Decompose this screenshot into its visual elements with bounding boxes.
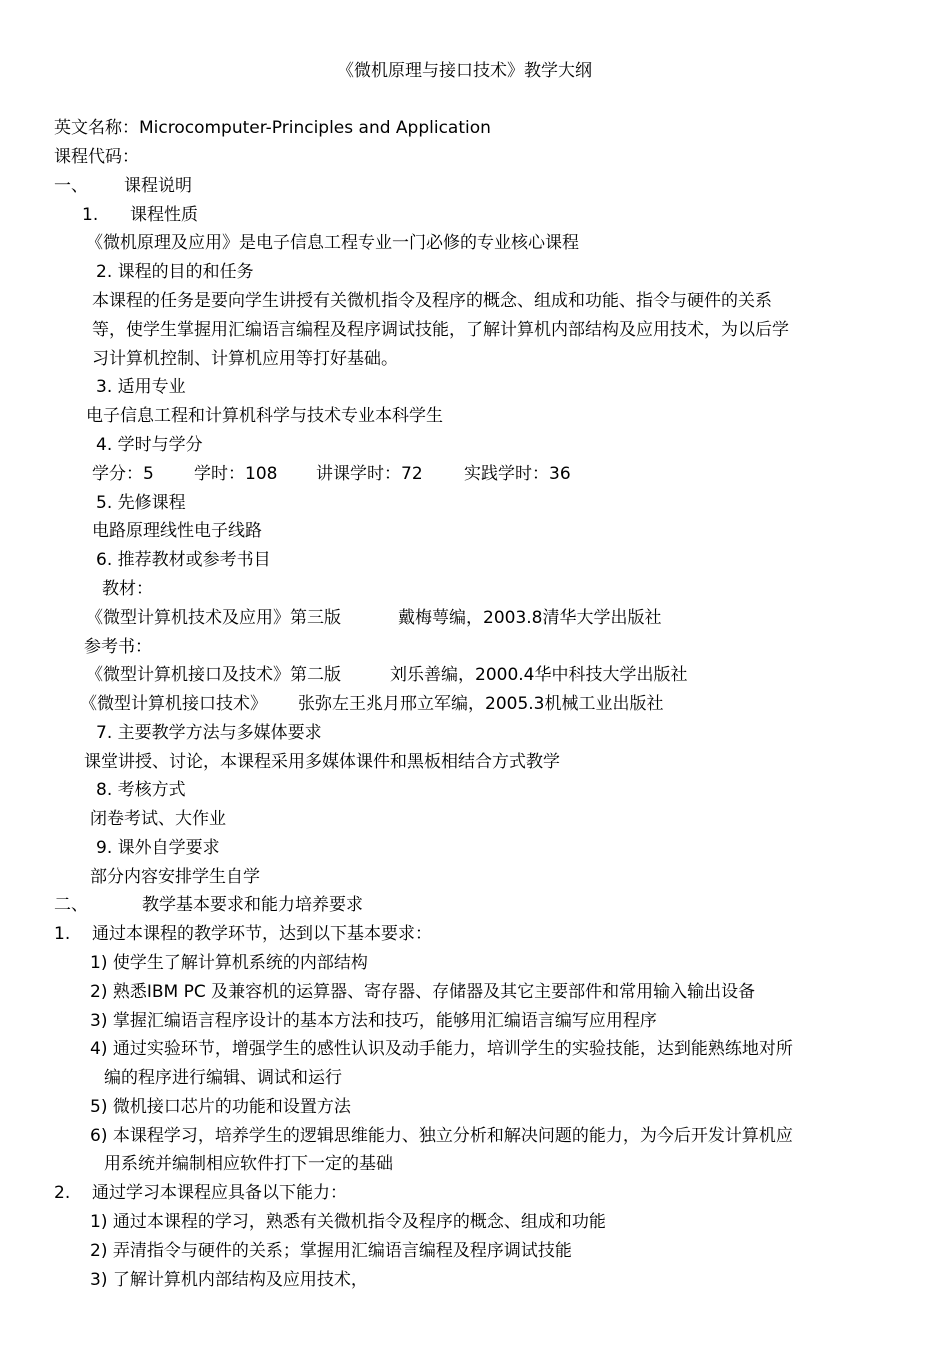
requirement-item: 5) 微机接口芯片的功能和设置方法 xyxy=(90,1097,351,1117)
item-1-body: 《微机原理及应用》是电子信息工程专业一门必修的专业核心课程 xyxy=(86,233,579,253)
item-6-title: 6. 推荐教材或参考书目 xyxy=(96,550,271,570)
item-8-body: 闭卷考试、大作业 xyxy=(90,809,226,829)
requirement-item: 3) 掌握汇编语言程序设计的基本方法和技巧，能够用汇编语言编写应用程序 xyxy=(90,1011,657,1031)
reference-2-name: 《微型计算机接口技术》 xyxy=(80,694,267,714)
item-2-body-line: 本课程的任务是要向学生讲授有关微机指令及程序的概念、组成和功能、指令与硬件的关系 xyxy=(92,291,772,311)
course-code: 课程代码： xyxy=(54,147,139,167)
part-1-number: 1. xyxy=(54,924,71,944)
requirement-item-continued: 编的程序进行编辑、调试和运行 xyxy=(104,1068,342,1088)
section-2-number: 二、 xyxy=(54,895,88,915)
part-1-title: 通过本课程的教学环节，达到以下基本要求： xyxy=(92,924,432,944)
section-1-number: 一、 xyxy=(54,176,88,196)
item-5-body: 电路原理线性电子线路 xyxy=(92,521,262,541)
credits: 学分：5 xyxy=(92,464,154,484)
ability-item: 3) 了解计算机内部结构及应用技术， xyxy=(90,1270,368,1290)
item-2-body-line: 等，使学生掌握用汇编语言编程及程序调试技能，了解计算机内部结构及应用技术，为以后学 xyxy=(92,320,789,340)
requirement-item: 6) 本课程学习，培养学生的逻辑思维能力、独立分析和解决问题的能力，为今后开发计算机应 xyxy=(90,1126,793,1146)
section-1-title: 课程说明 xyxy=(124,176,192,196)
requirement-item: 4) 通过实验环节，增强学生的感性认识及动手能力，培训学生的实验技能，达到能熟练地对所 xyxy=(90,1039,793,1059)
section-2-title: 教学基本要求和能力培养要求 xyxy=(142,895,363,915)
item-9-body: 部分内容安排学生自学 xyxy=(90,867,260,887)
requirement-item-continued: 用系统并编制相应软件打下一定的基础 xyxy=(104,1154,393,1174)
reference-1-name: 《微型计算机接口及技术》第二版 xyxy=(86,665,341,685)
item-4-title: 4. 学时与学分 xyxy=(96,435,203,455)
item-1-title: 课程性质 xyxy=(130,205,198,225)
reference-label: 参考书： xyxy=(84,637,152,657)
textbook-label: 教材： xyxy=(102,579,153,599)
part-2-title: 通过学习本课程应具备以下能力： xyxy=(92,1183,347,1203)
document-title: 《微机原理与接口技术》教学大纲 xyxy=(337,61,592,81)
item-3-body: 电子信息工程和计算机科学与技术专业本科学生 xyxy=(86,406,443,426)
ability-item: 1) 通过本课程的学习，熟悉有关微机指令及程序的概念、组成和功能 xyxy=(90,1212,606,1232)
textbook-info: 戴梅萼编，2003.8清华大学出版社 xyxy=(398,608,662,628)
item-7-body: 课堂讲授、讨论，本课程采用多媒体课件和黑板相结合方式教学 xyxy=(84,752,560,772)
item-2-body-line: 习计算机控制、计算机应用等打好基础。 xyxy=(92,349,398,369)
textbook-name: 《微型计算机技术及应用》第三版 xyxy=(86,608,341,628)
item-3-title: 3. 适用专业 xyxy=(96,377,186,397)
item-8-title: 8. 考核方式 xyxy=(96,780,186,800)
part-2-number: 2. xyxy=(54,1183,71,1203)
reference-1-info: 刘乐善编，2000.4华中科技大学出版社 xyxy=(390,665,688,685)
requirement-item: 2) 熟悉IBM PC 及兼容机的运算器、寄存器、存储器及其它主要部件和常用输入输出设备 xyxy=(90,982,756,1002)
item-7-title: 7. 主要教学方法与多媒体要求 xyxy=(96,723,322,743)
reference-2-info: 张弥左王兆月邢立军编，2005.3机械工业出版社 xyxy=(298,694,664,714)
item-9-title: 9. 课外自学要求 xyxy=(96,838,220,858)
item-2-title: 2. 课程的目的和任务 xyxy=(96,262,254,282)
ability-item: 2) 弄清指令与硬件的关系；掌握用汇编语言编程及程序调试技能 xyxy=(90,1241,572,1261)
lecture-hours: 讲课学时：72 xyxy=(316,464,423,484)
item-5-title: 5. 先修课程 xyxy=(96,493,186,513)
english-name: 英文名称：Microcomputer-Principles and Application xyxy=(54,118,491,138)
practice-hours: 实践学时：36 xyxy=(464,464,571,484)
requirement-item: 1) 使学生了解计算机系统的内部结构 xyxy=(90,953,368,973)
item-1-number: 1. xyxy=(82,205,99,225)
total-hours: 学时：108 xyxy=(194,464,278,484)
